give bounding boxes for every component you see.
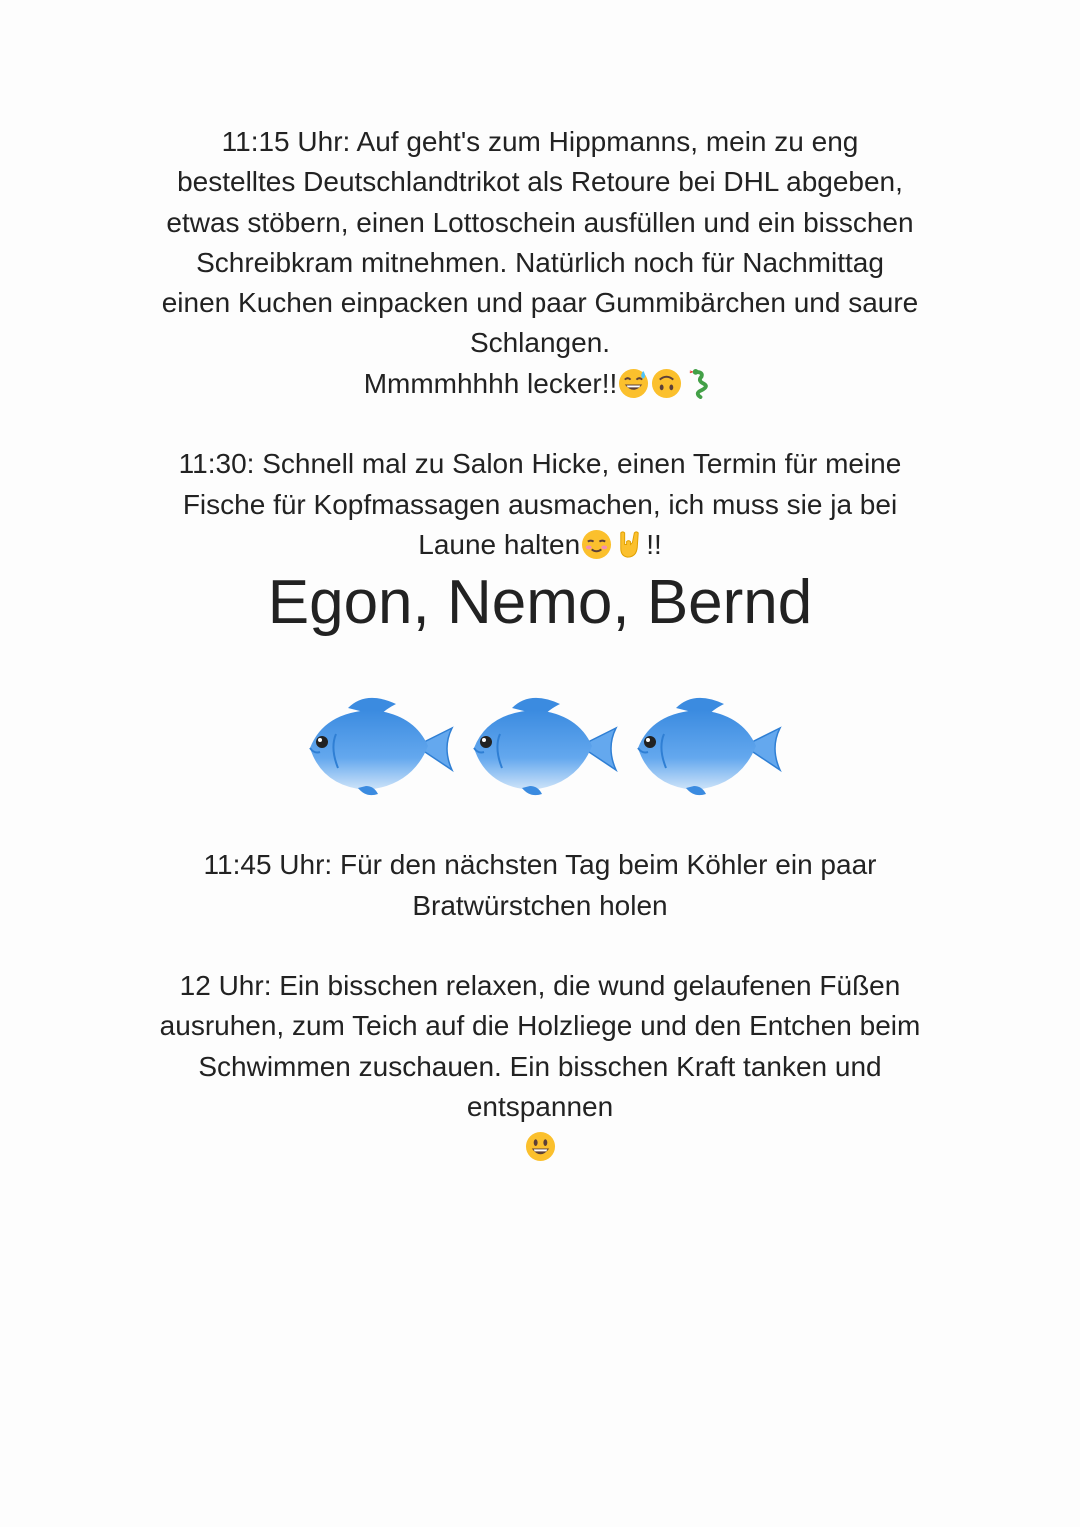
- text-line: etwas stöbern, einen Lottoschein ausfüllen und ein bisschen: [166, 206, 914, 238]
- text-line: 11:15 Uhr: Auf geht's zum Hippmanns, mein zu eng: [221, 126, 859, 157]
- line-suffix: !!: [646, 528, 662, 560]
- upside-down-face-emoji: [651, 368, 682, 399]
- text-line: 11:45 Uhr: Für den nächsten Tag beim Köhler ein paar: [203, 849, 877, 881]
- text-line-with-emoji: [120, 525, 960, 565]
- spacer: [120, 404, 960, 444]
- text-line: Schreibkram mitnehmen. Natürlich noch für Nachmittag: [196, 246, 884, 278]
- entry-1145: [120, 845, 960, 926]
- entry-1115: [120, 122, 960, 404]
- note-body: [120, 122, 960, 1168]
- exclaim-line: [120, 364, 960, 404]
- text-line: Schwimmen zuschauen. Ein bisschen Kraft tanken und: [198, 1050, 882, 1082]
- text-line: ausruhen, zum Teich auf die Holzliege und den Entchen beim: [159, 1010, 921, 1042]
- text-line: 11:30: Schnell mal zu Salon Hicke, einen Termin für meine: [178, 448, 902, 480]
- line-text: Laune halten: [418, 528, 581, 560]
- text-line: Fische für Kopfmassagen ausmachen, ich muss sie ja bei: [182, 488, 898, 520]
- blue-fish-icon: [460, 690, 620, 800]
- text-line: Schlangen.: [469, 327, 611, 359]
- grinning-sweat-emoji: [618, 368, 649, 399]
- exclaim-text: Mmmmhhhh lecker!!: [363, 367, 618, 399]
- entry-1130: [120, 444, 960, 565]
- text-line: entspannen: [466, 1091, 614, 1123]
- rock-on-hand-emoji: [614, 529, 645, 560]
- snake-emoji: [684, 368, 715, 399]
- smiling-face-emoji: [581, 529, 612, 560]
- emoji-line: [120, 1127, 960, 1167]
- blue-fish-icon: [296, 690, 456, 800]
- fish-names-heading: Egon, Nemo, Bernd: [267, 568, 813, 638]
- spacer: [120, 926, 960, 966]
- text-line: bestelltes Deutschlandtrikot als Retoure bei DHL abgeben,: [177, 166, 903, 198]
- grinning-face-emoji: [525, 1131, 556, 1162]
- blue-fish-icon: [624, 690, 784, 800]
- entry-1200: [120, 966, 960, 1167]
- text-line: einen Kuchen einpacken und paar Gummibärchen und saure: [161, 287, 919, 319]
- text-line: Bratwürstchen holen: [412, 889, 668, 921]
- text-line: 12 Uhr: Ein bisschen relaxen, die wund gelaufenen Füßen: [179, 970, 901, 1002]
- fish-row: [120, 645, 960, 845]
